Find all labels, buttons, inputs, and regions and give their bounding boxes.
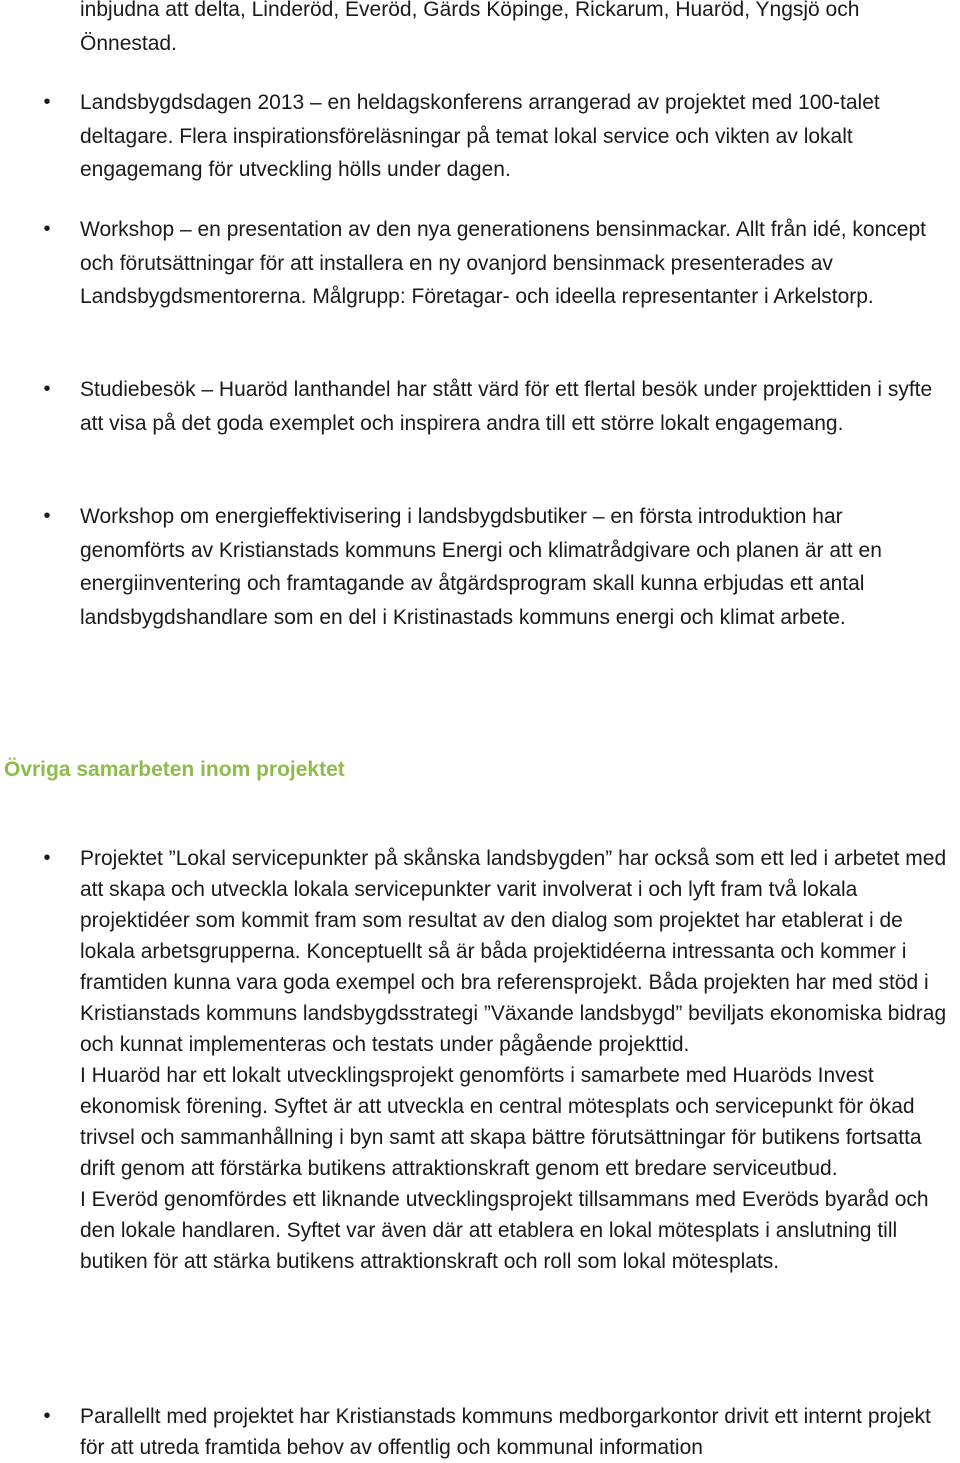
bullet-marker: • xyxy=(43,847,51,869)
paragraph-huarod: I Huaröd har ett lokalt utvecklingsprojekt genomförts i samarbete med Huaröds Invest ekonomisk förening. Syftet är att utveckla en central mötesplats och servicepunkt för ökad trivsel och sammanhållning i byn samt att skapa bättre förutsättningar för butikens fortsatta drift genom att förstärka butikens attraktionskraft genom ett bredare serviceutbud. xyxy=(80,1064,922,1180)
intro-continuation-text: inbjudna att delta, Linderöd, Everöd, Gärds Köpinge, Rickarum, Huaröd, Yngsjö och Önnestad. xyxy=(80,0,860,55)
list-item-energieffektivisering: Workshop om energieffektivisering i landsbygdsbutiker – en första introduktion har genomförts av Kristianstads kommuns Energi och klimatrådgivare och planen är att en energiinventering och framtagande av åtgärdsprogram skall kunna erbjudas ett antal landsbygdshandlare som en del i Kristinastads kommuns energi och klimat arbete. xyxy=(80,505,882,629)
list-item-lokala-servicepunkter xyxy=(80,843,948,1277)
section-heading: Övriga samarbeten inom projektet xyxy=(4,758,345,781)
bullet-marker: • xyxy=(43,1405,51,1427)
list-item-medborgarkontor: Parallellt med projektet har Kristianstads kommuns medborgarkontor drivit ett internt projekt för att utreda framtida behov av offentlig och kommunal information xyxy=(80,1405,931,1459)
paragraph-everod: I Everöd genomfördes ett liknande utvecklingsprojekt tillsammans med Everöds byaråd och den lokale handlaren. Syftet var även där att etablera en lokal mötesplats i anslutning till butiken för att stärka butikens attraktionskraft och roll som lokal mötesplats. xyxy=(80,1188,929,1273)
bullet-marker: • xyxy=(43,91,51,113)
bullet-marker: • xyxy=(43,218,51,240)
list-item-studiebesok: Studiebesök – Huaröd lanthandel har stått värd för ett flertal besök under projekttiden i syfte att visa på det goda exemplet och inspirera andra till ett större lokalt engagemang. xyxy=(80,378,933,435)
list-item-landsbygdsdagen: Landsbygdsdagen 2013 – en heldagskonferens arrangerad av projektet med 100-talet deltagare. Flera inspirationsföreläsningar på temat lokal service och vikten av lokalt engagemang för utveckling hölls under dagen. xyxy=(80,91,880,181)
list-item-workshop-bensinmackar: Workshop – en presentation av den nya generationens bensinmackar. Allt från idé, koncept och förutsättningar för att installera en ny ovanjord bensinmack presenterades av Landsbygdsmentorerna. Målgrupp: Företagar- och ideella representanter i Arkelstorp. xyxy=(80,218,926,308)
paragraph-projektet: Projektet ”Lokal servicepunkter på skånska landsbygden” har också som ett led i arbetet med att skapa och utveckla lokala servicepunkter varit involverat i och lyft fram två lokala projektidéer som kommit fram som resultat av den dialog som projektet har etablerat i de lokala arbetsgrupperna. Konceptuellt så är båda projektidéerna intressanta och kommer i framtiden kunna vara goda exempel och bra referensprojekt. Båda projekten har med stöd i Kristianstads kommuns landsbygdsstrategi ”Växande landsbygd” beviljats ekonomiska bidrag och kunnat implementeras och testats under pågående projekttid. xyxy=(80,847,947,1056)
bullet-marker: • xyxy=(43,378,51,400)
bullet-marker: • xyxy=(43,505,51,527)
